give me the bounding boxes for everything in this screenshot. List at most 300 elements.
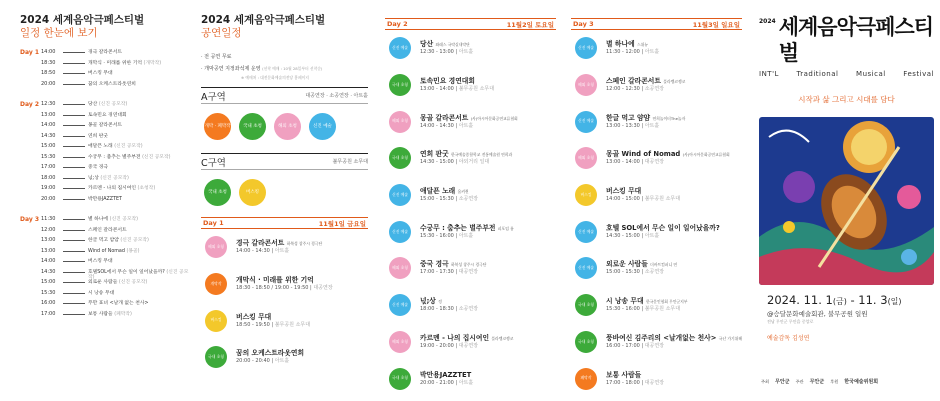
event-time: 18:30 - 18:50 / 19:00 - 19:50	[236, 285, 309, 292]
zone-a-places: 대공연장 · 소공연장 · 아트홀	[305, 93, 368, 99]
event-detail: 13:00 - 14:00 | 대공연장	[606, 159, 665, 166]
overview-connector	[63, 167, 85, 168]
event-detail: 11:30 - 12:00 | 아트홀	[606, 49, 660, 56]
overview-event-title: Wind of Nomad	[88, 248, 125, 254]
schedule-title: 2024 세계음악극페스티벌	[201, 14, 326, 26]
event-detail: 18:00 - 18:30 | 소공연장	[420, 306, 479, 313]
host-logo: 무안군	[775, 379, 790, 385]
legend-opening-closing: 개막 · 폐막작	[204, 113, 231, 140]
event-time: 19:00 - 20:00	[420, 342, 454, 349]
event-venue: 아트홀	[644, 232, 660, 239]
overview-event-title: 버스킹 무대	[88, 259, 113, 264]
overview-event	[88, 186, 190, 191]
overview-row	[20, 82, 190, 93]
overview-connector	[63, 63, 85, 64]
overview-event	[88, 280, 190, 285]
overview-event-title: 버스킹 무대	[88, 71, 113, 76]
event-category-badge: 해외 초청	[389, 111, 411, 133]
overview-time: 17:00	[41, 310, 56, 317]
overview-connector	[63, 240, 85, 241]
overview-time: 11:30	[41, 216, 56, 222]
event-performer: 피포임 롬	[497, 225, 514, 231]
event-category-badge: 버스킹	[205, 310, 227, 332]
artistic-director: 예술감독 김성연	[767, 335, 810, 342]
day-date: 11월3일 일요일	[692, 20, 740, 29]
event-time: 16:00 - 17:00	[606, 342, 640, 349]
event-item	[385, 67, 556, 104]
event-category-badge: 신진 예술	[389, 37, 411, 59]
event-title-line	[236, 313, 310, 322]
poster-panel	[751, 0, 940, 401]
overview-connector	[63, 125, 85, 126]
overview-connector	[63, 251, 85, 252]
event-title: 넋;상	[420, 297, 436, 306]
legend-domestic: 국내 초청	[239, 113, 266, 140]
overview-time: 15:00	[41, 143, 56, 149]
event-title: 버스킹 무대	[606, 187, 642, 196]
overview-event	[88, 165, 190, 170]
event-detail: 16:00 - 17:00 | 대공연장	[606, 342, 665, 349]
overview-event-tag: (몽골)	[126, 248, 140, 254]
event-category-badge: 신진 예술	[575, 221, 597, 243]
event-title-line	[606, 371, 664, 380]
event-text	[606, 297, 688, 313]
event-title: 개막식 · 미래를 위한 기억	[236, 276, 314, 285]
event-text	[420, 114, 518, 130]
overview-event-title: 중국 경극	[88, 165, 109, 170]
event-time: 17:00 - 17:30	[420, 269, 454, 276]
overview-event-title: 꿈의 오케스트라옷연희	[88, 81, 136, 87]
overview-day-block	[20, 50, 190, 92]
overview-row	[20, 102, 190, 113]
zone-c-name: C구역	[201, 157, 226, 169]
logo-text: 세계음악극페스티벌	[778, 15, 933, 65]
event-time: 14:00 - 15:00	[606, 196, 640, 203]
legend-domestic: 국내 초청	[204, 179, 231, 206]
overview-event-title: 박만용JAZZTET	[88, 196, 122, 202]
event-text	[236, 276, 333, 292]
event-item	[571, 287, 742, 324]
event-performer: 와래스 국악실내악단	[435, 42, 470, 48]
overview-connector	[63, 314, 85, 315]
overview-time: 20:00	[41, 195, 56, 202]
overview-row	[20, 238, 190, 249]
event-performer: 플라멩코젱코	[491, 335, 514, 341]
overview-event	[88, 238, 190, 243]
overview-event-tag: (초청작)	[137, 186, 156, 191]
overview-event-tag: (신진 공모작)	[88, 269, 189, 280]
overview-event	[88, 155, 190, 160]
overview-event-title: 개막식 · 미래를 위한 기억	[88, 60, 142, 66]
event-text	[236, 313, 310, 329]
overview-event-title: 호텔SOL에서 무슨 일이 일어났을까?	[88, 269, 165, 275]
event-category-badge: 국내 초청	[389, 74, 411, 96]
tagline: 시작과 삶 그리고 시대를 담다	[798, 95, 895, 104]
event-title-line	[236, 239, 322, 248]
event-text	[606, 371, 664, 387]
event-time: 15:30 - 16:00	[420, 232, 454, 239]
event-time: 14:00 - 14:30	[420, 122, 454, 129]
overview-event-tag: (개막작)	[143, 60, 162, 66]
intl-word: Traditional	[796, 70, 839, 78]
event-text	[606, 77, 685, 93]
overview-day-label: Day 1	[20, 49, 40, 56]
schedule-subtitle: 공연일정	[201, 27, 242, 39]
event-detail: 14:30 - 15:00 | 아트홀	[606, 232, 660, 239]
overview-time: 20:00	[41, 80, 56, 87]
overview-time: 17:00	[41, 164, 56, 170]
schedule-info-panel	[193, 0, 376, 401]
event-title: 몽골 갈라콘서트	[420, 113, 469, 122]
event-detail: 13:00 - 13:30 | 아트홀	[606, 122, 660, 129]
overview-time: 12:30	[41, 101, 56, 107]
event-title: 스페인 갈라콘서트	[606, 77, 661, 86]
event-item	[201, 339, 368, 376]
intl-word: INT'L	[759, 70, 779, 78]
event-venue: 대공연장	[458, 342, 479, 349]
info-bullet: · 전 공연 무료	[201, 54, 232, 60]
overview-time: 15:00	[41, 279, 56, 285]
footer-label: 후원	[830, 378, 839, 384]
overview-time: 18:00	[41, 174, 56, 181]
day3-band	[571, 18, 742, 30]
event-detail: 13:00 - 14:00 | 불무공원 소무대	[420, 86, 495, 93]
overview-event-title: 카르멘 - 나의 집시여인	[88, 186, 137, 191]
overview-day-label: Day 2	[20, 101, 40, 108]
overview-time: 13:00	[41, 237, 56, 243]
event-category-badge: 국내 초청	[389, 147, 411, 169]
overview-event-tag: (신진 공모작)	[100, 175, 129, 181]
event-category-badge: 국내 초청	[575, 331, 597, 353]
event-title-line	[420, 297, 478, 306]
day-date: 11월2일 토요일	[506, 20, 554, 29]
event-category-badge: 국내 초청	[205, 346, 227, 368]
event-text	[606, 40, 659, 56]
event-text	[606, 114, 685, 130]
day1-events	[201, 229, 368, 376]
event-time: 12:30 - 13:00	[420, 49, 454, 56]
overview-connector	[63, 219, 85, 220]
event-performer: 움켜쥔	[457, 189, 469, 195]
overview-row	[20, 301, 190, 312]
overview-event	[88, 197, 190, 202]
event-venue: 아트홀	[458, 122, 474, 129]
zone-c-places: 불무공원 소무대	[332, 159, 368, 165]
event-title-line	[606, 77, 685, 86]
event-detail: 12:30 - 13:00 | 아트홀	[420, 49, 474, 56]
event-performer: 국난 가기위해	[718, 335, 743, 341]
sponsor-footer	[761, 378, 936, 385]
overview-event	[88, 61, 190, 66]
event-item	[571, 213, 742, 250]
overview-event-title: 당산	[88, 102, 98, 107]
event-category-badge: 국내 초청	[575, 294, 597, 316]
event-performer: 더바트컴퍼니 연	[650, 262, 678, 268]
event-text	[606, 334, 742, 350]
event-item	[385, 250, 556, 287]
info-bullets	[201, 52, 368, 81]
overview-event-title: 수궁무 : 춤추는 별주부전	[88, 154, 141, 160]
festival-venue: @승달문화예술회관, 불무공원 일원	[767, 310, 868, 318]
event-title-line	[606, 297, 688, 306]
event-detail: 15:30 - 16:00 | 아트홀	[420, 232, 474, 239]
overview-row	[20, 259, 190, 270]
event-time: 14:30 - 15:00	[606, 232, 640, 239]
event-title: 호텔 SOL에서 무슨 일이 일어났을까?	[606, 223, 720, 232]
overview-event	[88, 176, 190, 181]
event-item	[385, 213, 556, 250]
event-item	[201, 229, 368, 266]
event-detail: 18:50 - 19:50 | 불무공원 소무대	[236, 321, 311, 328]
event-category-badge: 해외 초청	[389, 257, 411, 279]
event-title: 보통 사람들	[606, 370, 642, 379]
overview-connector	[63, 136, 85, 137]
day2-panel	[379, 0, 562, 401]
event-venue: 아트홀	[458, 49, 474, 56]
event-item	[571, 67, 742, 104]
event-category-badge: 신진 예술	[575, 37, 597, 59]
event-title-line	[420, 77, 494, 86]
event-title: 풍바여신 김주리의 <날개없는 천사>	[606, 333, 717, 342]
event-item	[571, 250, 742, 287]
overview-panel	[0, 0, 190, 401]
event-category-badge: 신진 예술	[389, 294, 411, 316]
event-time: 15:00 - 15:30	[606, 269, 640, 276]
event-text	[606, 187, 680, 203]
overview-connector	[63, 293, 85, 294]
event-title: 버스킹 무대	[236, 312, 272, 321]
event-time: 20:00 - 21:00	[420, 379, 454, 386]
overview-row	[20, 71, 190, 82]
overview-row	[20, 312, 190, 323]
overview-time: 13:00	[41, 247, 56, 254]
zone-c-legend	[201, 170, 368, 213]
overview-row	[20, 217, 190, 228]
event-text	[420, 371, 473, 387]
event-text	[420, 297, 478, 313]
overview-connector	[63, 157, 85, 158]
venue-note: 전남 무안군 무안읍 중앙로	[767, 319, 814, 324]
event-title: 카르멘 - 나의 집시여인	[420, 333, 490, 342]
event-title: 토속민요 경연대회	[420, 77, 475, 86]
event-text	[420, 150, 512, 166]
event-detail: 14:30 - 15:00 | 야외거리 일대	[420, 159, 490, 166]
overview-event-title: 외로운 사람들	[88, 280, 118, 285]
overview-time: 18:30	[41, 59, 56, 66]
overview-day-label: Day 3	[20, 216, 40, 223]
event-time: 12:00 - 12:30	[606, 86, 640, 93]
event-venue: 불무공원 소무대	[644, 196, 681, 203]
event-time: 20:00 - 20:40	[236, 358, 270, 365]
overview-days	[20, 50, 190, 322]
event-title: 당산	[420, 40, 434, 49]
overview-row	[20, 197, 190, 208]
event-title-line	[420, 187, 478, 196]
event-venue: 야외거리 일대	[458, 159, 490, 166]
event-venue: 소공연장	[644, 86, 665, 93]
event-text	[606, 150, 730, 166]
event-title: 한글 먹고 얌얌	[606, 113, 651, 122]
footer-label: 주최	[761, 378, 770, 384]
overview-event-title: 보통 사람들	[88, 311, 113, 317]
event-text	[420, 334, 513, 350]
overview-event-title: 넋;상	[88, 175, 99, 181]
event-item	[385, 30, 556, 67]
event-item	[201, 266, 368, 303]
info-note: ※ 예매처 : 대전문화예술의전당 홈페이지	[241, 75, 309, 80]
overview-event-title: 애달픈 노래	[88, 144, 113, 149]
overview-connector	[63, 261, 85, 262]
overview-event	[88, 144, 190, 149]
legend-busking: 버스킹	[239, 179, 266, 206]
overview-event-tag: (신진 공모작)	[98, 102, 128, 107]
event-title-line	[606, 187, 680, 196]
event-category-badge: 폐막작	[575, 368, 597, 390]
day3-panel	[565, 0, 748, 401]
sponsor-logo: 한국예술위원회	[844, 379, 879, 385]
event-time: 18:50 - 19:50	[236, 321, 270, 328]
overview-event-title: 몽골 갈라콘서트	[88, 123, 122, 128]
intl-word: Festival	[903, 70, 934, 78]
event-venue: 대공연장	[644, 379, 665, 386]
event-item	[571, 103, 742, 140]
overview-event-tag: (신진 공모작)	[114, 144, 143, 149]
overview-event	[88, 113, 190, 118]
event-title: 경극 갈라콘서트	[236, 239, 285, 248]
festival-dates: 2024. 11. 1(금) - 11. 3(일)	[767, 293, 902, 307]
event-time: 13:00 - 14:00	[606, 159, 640, 166]
event-venue: 소공연장	[458, 196, 479, 203]
event-item	[571, 360, 742, 397]
event-title: 시 낭송 무대	[606, 297, 644, 306]
overview-time: 14:30	[41, 268, 56, 275]
overview-event-tag: (신진 공모작)	[120, 238, 149, 243]
overview-event-title: 스페인 갈라콘서트	[88, 227, 127, 233]
overview-event-title: 시 낭송 무대	[88, 290, 115, 296]
overview-event-title: 푸만 표녀 <날개 없는 천사>	[88, 301, 149, 306]
overview-event-title: 연희 판굿	[88, 133, 109, 139]
overview-event	[88, 50, 190, 55]
event-title: 꿈의 오케스트라옷연희	[236, 349, 305, 358]
event-item	[571, 140, 742, 177]
overview-title: 2024 세계음악극페스티벌	[20, 14, 145, 26]
event-category-badge: 신진 예술	[389, 221, 411, 243]
event-item	[385, 177, 556, 214]
zone-c-header	[201, 153, 368, 170]
event-item	[571, 177, 742, 214]
intl-line	[759, 70, 934, 78]
event-title: 중국 경극	[420, 260, 449, 269]
zone-a-legend	[201, 104, 368, 147]
event-time: 13:00 - 13:30	[606, 122, 640, 129]
overview-event	[88, 312, 190, 317]
event-performer: 스위뉴	[637, 42, 649, 48]
event-text	[420, 77, 494, 93]
event-item	[385, 103, 556, 140]
overview-event	[88, 301, 190, 306]
overview-time: 15:30	[41, 153, 56, 160]
event-venue: 아트홀	[458, 379, 474, 386]
overview-event-tag: (폐막작)	[114, 311, 132, 317]
event-title-line	[236, 276, 333, 285]
overview-connector	[63, 115, 85, 116]
event-time: 14:30 - 15:00	[420, 159, 454, 166]
day1-band	[201, 217, 368, 229]
legend-overseas: 해외 초청	[274, 113, 301, 140]
overview-event	[88, 270, 190, 280]
event-title: 수궁무 : 춤추는 별주부전	[420, 223, 496, 232]
overview-day-block	[20, 217, 190, 322]
event-time: 13:00 - 14:00	[420, 86, 454, 93]
overview-row	[20, 165, 190, 176]
intl-word: Musical	[856, 70, 886, 78]
legend-emerging: 신진 예술	[309, 113, 336, 140]
event-text	[606, 224, 720, 240]
day-label: Day 1	[203, 219, 224, 227]
event-title: 몽골 Wind of Nomad	[606, 150, 681, 159]
overview-time: 16:00	[41, 300, 56, 306]
event-title-line	[606, 224, 720, 233]
event-performer: (사)아시아문화공연교류협회	[682, 152, 730, 158]
event-venue: 불무공원 소무대	[274, 321, 311, 328]
event-performer: 한국예술종합학교 전통예술원 연희과	[451, 152, 513, 158]
overview-connector	[63, 73, 85, 74]
event-venue: 대공연장	[458, 269, 479, 276]
overview-connector	[63, 199, 85, 200]
event-title-line	[420, 334, 513, 343]
event-detail: 19:00 - 20:00 | 대공연장	[420, 342, 479, 349]
event-time: 15:00 - 15:30	[420, 196, 454, 203]
event-performer: (사)아시아문화공연교류협회	[470, 115, 518, 121]
event-title-line	[420, 40, 473, 49]
overview-event-title: 토속민요 경연대회	[88, 112, 127, 118]
overview-event-title: 별 하나에	[88, 217, 109, 222]
overview-row	[20, 123, 190, 134]
event-detail: 17:00 - 17:30 | 대공연장	[420, 269, 479, 276]
event-venue: 대공연장	[644, 342, 665, 349]
day2-band	[385, 18, 556, 30]
event-performer: 정	[438, 299, 442, 305]
overview-row	[20, 186, 190, 197]
event-category-badge: 개막작	[205, 273, 227, 295]
overview-event	[88, 217, 190, 222]
event-title-line	[420, 371, 473, 380]
event-detail: 18:30 - 18:50 / 19:00 - 19:50 | 대공연장	[236, 285, 333, 292]
event-detail: 12:00 - 12:30 | 소공연장	[606, 86, 665, 93]
event-category-badge: 국내 초청	[389, 368, 411, 390]
event-title: 애달픈 노래	[420, 187, 456, 196]
event-venue: 소공연장	[644, 269, 665, 276]
event-title: 연희 판굿	[420, 150, 449, 159]
overview-row	[20, 144, 190, 155]
overview-time: 19:00	[41, 185, 56, 191]
overview-connector	[63, 230, 85, 231]
event-detail: 20:00 - 21:00 | 아트홀	[420, 379, 474, 386]
overview-connector	[63, 272, 85, 273]
event-time: 17:00 - 18:00	[606, 379, 640, 386]
event-title-line	[606, 40, 659, 49]
poster-artwork	[759, 117, 934, 285]
festival-logo	[759, 14, 934, 66]
event-category-badge: 신진 예술	[389, 184, 411, 206]
event-category-badge: 신진 예술	[575, 111, 597, 133]
overview-connector	[63, 146, 85, 147]
event-item	[385, 324, 556, 361]
zone-a-header	[201, 87, 368, 104]
overview-event-tag: (신진 공모작)	[142, 154, 171, 160]
event-venue: 불무공원 소무대	[458, 86, 495, 93]
artwork-illustration	[759, 117, 934, 285]
